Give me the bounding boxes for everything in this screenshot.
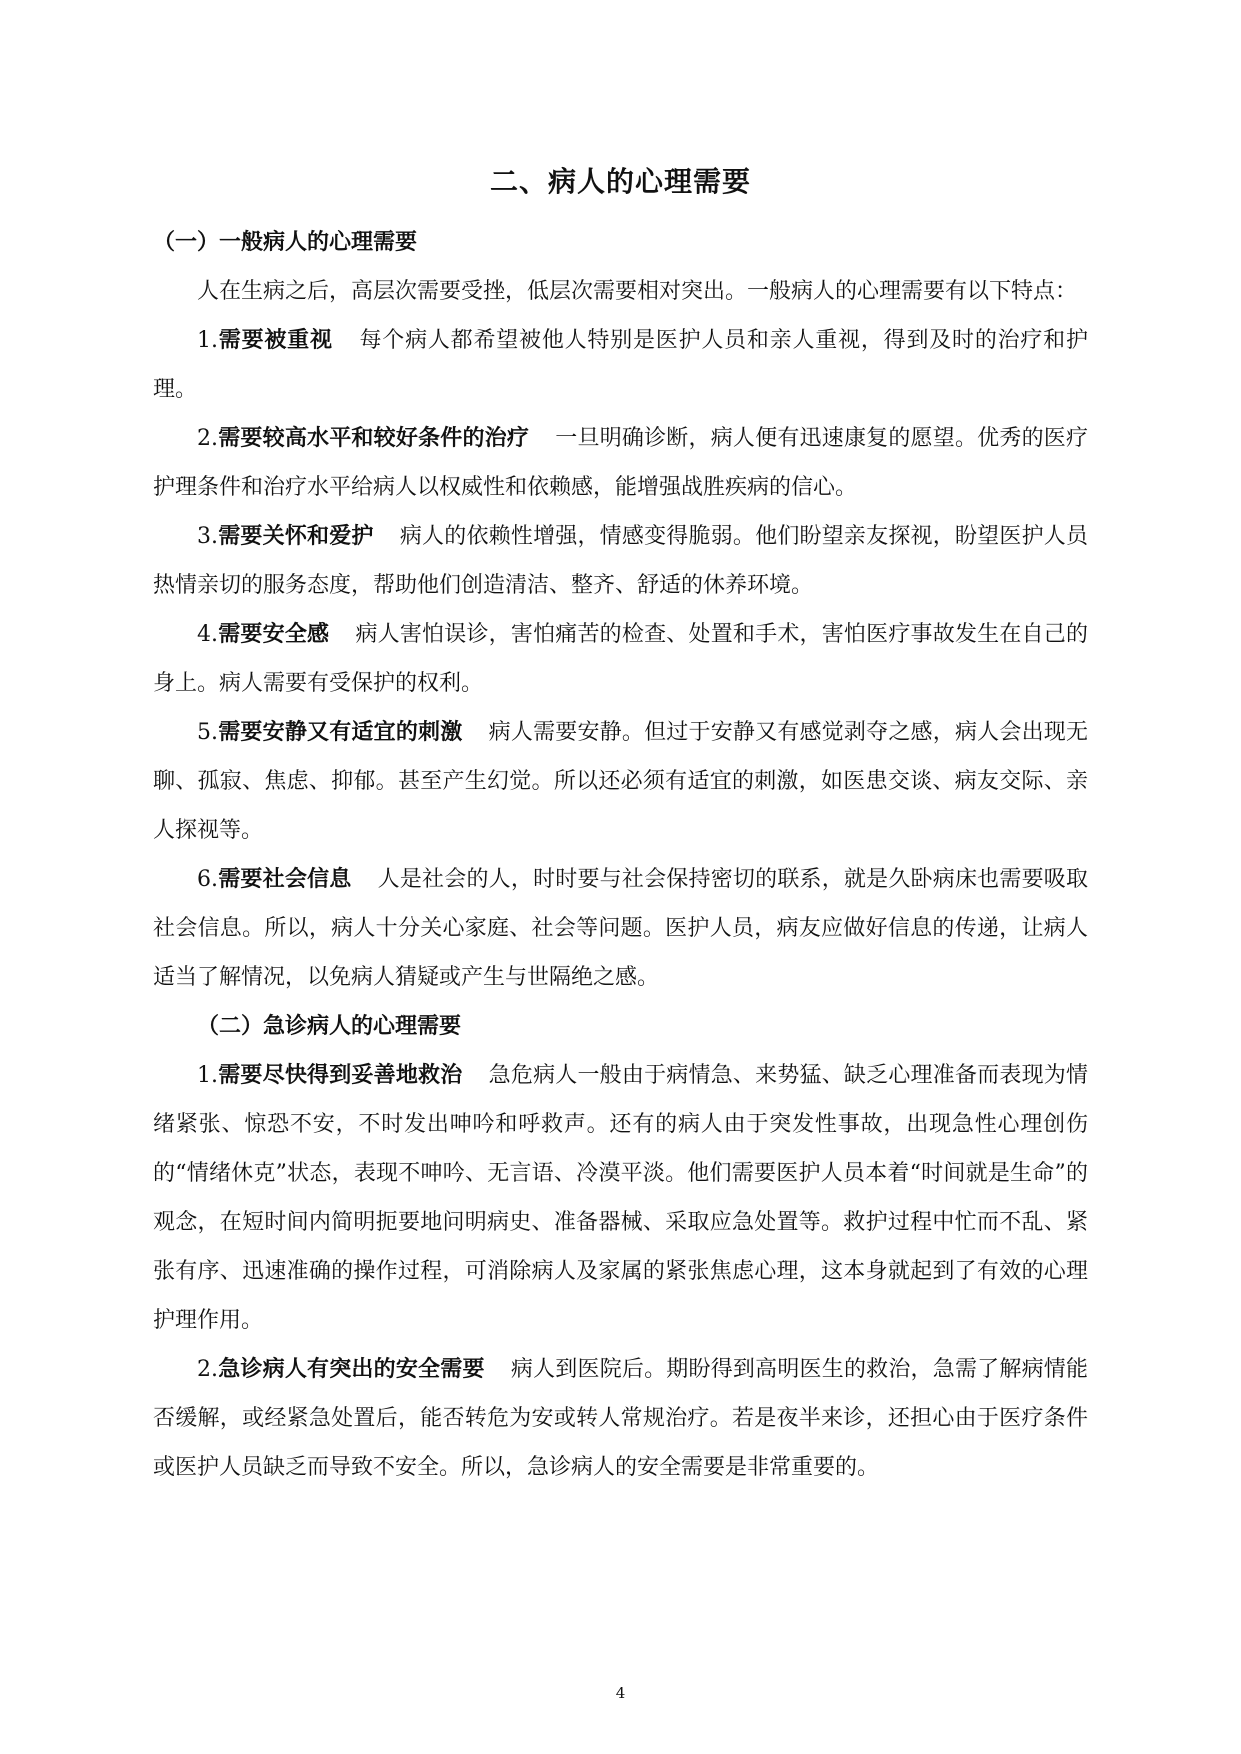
need-item-3: [153, 512, 1088, 610]
item-text: 急危病人一般由于病情急、来势猛、缺乏心理准备而表现为情绪紧张、惊恐不安，不时发出呻吟和呼救声。还有的病人由于突发性事故，出现急性心理创伤的“情绪休克”状态，表现不呻吟、无言语、冷漠平淡。他们需要医护人员本着“时间就是生命”的观念，在短时间内简明扼要地问明病史、准备器械、采取应急处置等。救护过程中忙而不乱、紧张有序、迅速准确的操作过程，可消除病人及家属的紧张焦虑心理，这本身就起到了有效的心理护理作用。: [153, 1063, 1088, 1333]
section-heading-emergency: （二）急诊病人的心理需要: [197, 1013, 462, 1039]
item-text: 病人害怕误诊，害怕痛苦的检查、处置和手术，害怕医疗事故发生在自己的身上。病人需要有受保护的权利。: [153, 622, 1088, 696]
need-item-2: [153, 414, 1088, 512]
emergency-item-2: [153, 1345, 1088, 1492]
item-term: 需要尽快得到妥善地救治: [218, 1062, 463, 1088]
item-text: 病人到医院后。期盼得到高明医生的救治，急需了解病情能否缓解，或经紧急处置后，能否转危为安或转人常规治疗。若是夜半来诊，还担心由于医疗条件或医护人员缺乏而导致不安全。所以，急诊病人的安全需要是非常重要的。: [153, 1357, 1088, 1480]
need-item-5: [153, 708, 1088, 855]
item-number: 5.: [197, 720, 218, 745]
page-title: 二、病人的心理需要: [489, 165, 751, 198]
page-number: 4: [615, 1684, 626, 1702]
item-number: 4.: [197, 622, 218, 647]
item-term: 需要安全感: [218, 621, 330, 647]
item-term: 需要被重视: [218, 327, 333, 353]
section-heading-general: （一）一般病人的心理需要: [153, 229, 418, 255]
item-term: 需要安静又有适宜的刺激: [218, 719, 463, 745]
need-item-4: [153, 610, 1088, 708]
item-text: 每个病人都希望被他人特别是医护人员和亲人重视，得到及时的治疗和护理。: [153, 328, 1088, 402]
item-text: 一旦明确诊断，病人便有迅速康复的愿望。优秀的医疗护理条件和治疗水平给病人以权威性和依赖感，能增强战胜疾病的信心。: [153, 426, 1088, 500]
item-number: 1.: [197, 328, 218, 353]
need-item-1: [153, 316, 1088, 414]
emergency-item-1: [153, 1051, 1088, 1345]
document-body: [153, 218, 1088, 1492]
item-text: 病人的依赖性增强，情感变得脆弱。他们盼望亲友探视，盼望医护人员热情亲切的服务态度，帮助他们创造清洁、整齐、舒适的休养环境。: [153, 524, 1088, 598]
item-text: 病人需要安静。但过于安静又有感觉剥夺之感，病人会出现无聊、孤寂、焦虑、抑郁。甚至产生幻觉。所以还必须有适宜的刺激，如医患交谈、病友交际、亲人探视等。: [153, 720, 1088, 843]
item-number: 3.: [197, 524, 218, 549]
item-term: 需要关怀和爱护: [218, 523, 374, 549]
item-number: 1.: [197, 1063, 218, 1088]
item-number: 2.: [197, 426, 218, 451]
item-number: 2.: [197, 1357, 218, 1382]
item-number: 6.: [197, 867, 218, 892]
item-term: 急诊病人有突出的安全需要: [218, 1356, 485, 1382]
item-text: 人是社会的人，时时要与社会保持密切的联系，就是久卧病床也需要吸取社会信息。所以，病人十分关心家庭、社会等问题。医护人员，病友应做好信息的传递，让病人适当了解情况，以免病人猜疑或产生与世隔绝之感。: [153, 867, 1088, 990]
intro-paragraph: 人在生病之后，高层次需要受挫，低层次需要相对突出。一般病人的心理需要有以下特点：: [197, 279, 1078, 304]
item-term: 需要较高水平和较好条件的治疗: [218, 425, 530, 451]
item-term: 需要社会信息: [218, 866, 352, 892]
need-item-6: [153, 855, 1088, 1002]
